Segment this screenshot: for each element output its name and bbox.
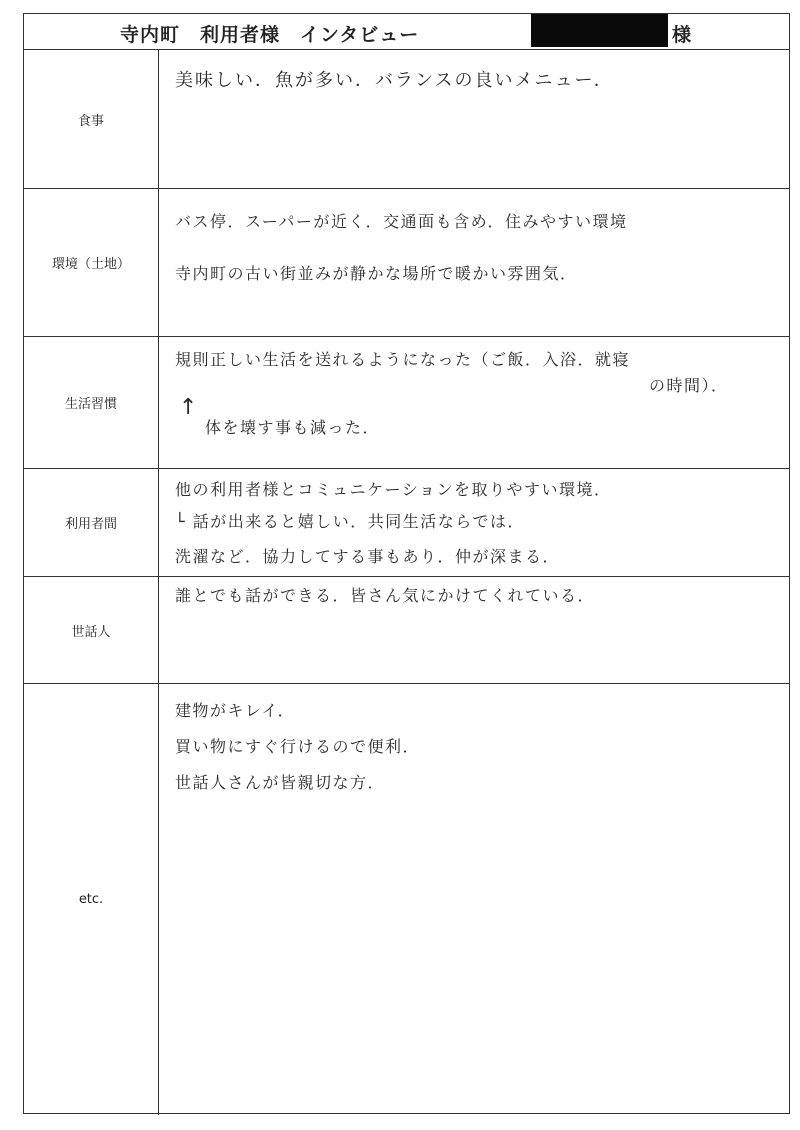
row-etc [24, 684, 789, 1115]
title-row [24, 14, 789, 50]
row-content [159, 684, 789, 1115]
handwritten-line: 洗濯など．協力してする事もあり．仲が深まる． [175, 547, 561, 566]
redacted-name-block [531, 14, 668, 47]
interview-sheet [23, 13, 790, 1114]
row-content [159, 577, 789, 683]
handwritten-line: の時間）． [649, 376, 729, 395]
handwritten-line: 建物がキレイ． [175, 701, 296, 720]
handwritten-line: 世話人さんが皆親切な方． [175, 773, 386, 792]
sheet-title: 寺内町 利用者様 インタビュー [120, 24, 420, 46]
handwritten-line: 寺内町の古い街並みが静かな場所で暖かい雰囲気． [175, 264, 578, 283]
handwritten-line: 規則正しい生活を送れるようになった（ご飯．入浴．就寝 [175, 350, 631, 369]
handwritten-line: 誰とでも話ができる．皆さん気にかけてくれている． [175, 586, 596, 605]
handwritten-line: 美味しい．魚が多い．バランスの良いメニュー． [175, 70, 614, 91]
row-label: etc. [24, 684, 159, 1115]
handwritten-line: 体を壊す事も減った． [205, 418, 381, 437]
row-content [159, 469, 789, 576]
row-label: 生活習慣 [24, 337, 159, 468]
row-between-residents [24, 469, 789, 577]
up-arrow-icon: ↑ [179, 395, 198, 420]
row-content [159, 189, 789, 336]
row-meal [24, 50, 789, 189]
row-caretaker [24, 577, 789, 684]
row-lifestyle [24, 337, 789, 469]
row-environment [24, 189, 789, 337]
handwritten-line: └ 話が出来ると嬉しい．共同生活ならでは． [175, 512, 526, 531]
row-label: 利用者間 [24, 469, 159, 576]
row-label: 世話人 [24, 577, 159, 683]
handwritten-line: 他の利用者様とコミュニケーションを取りやすい環境． [175, 480, 612, 499]
handwritten-line: バス停．スーパーが近く．交通面も含め．住みやすい環境 [175, 212, 628, 231]
row-content [159, 337, 789, 468]
row-content [159, 50, 789, 188]
row-label: 食事 [24, 50, 159, 188]
row-label: 環境（土地） [24, 189, 159, 336]
handwritten-line: 買い物にすぐ行けるので便利． [175, 737, 421, 756]
honorific-label: 様 [672, 24, 692, 46]
